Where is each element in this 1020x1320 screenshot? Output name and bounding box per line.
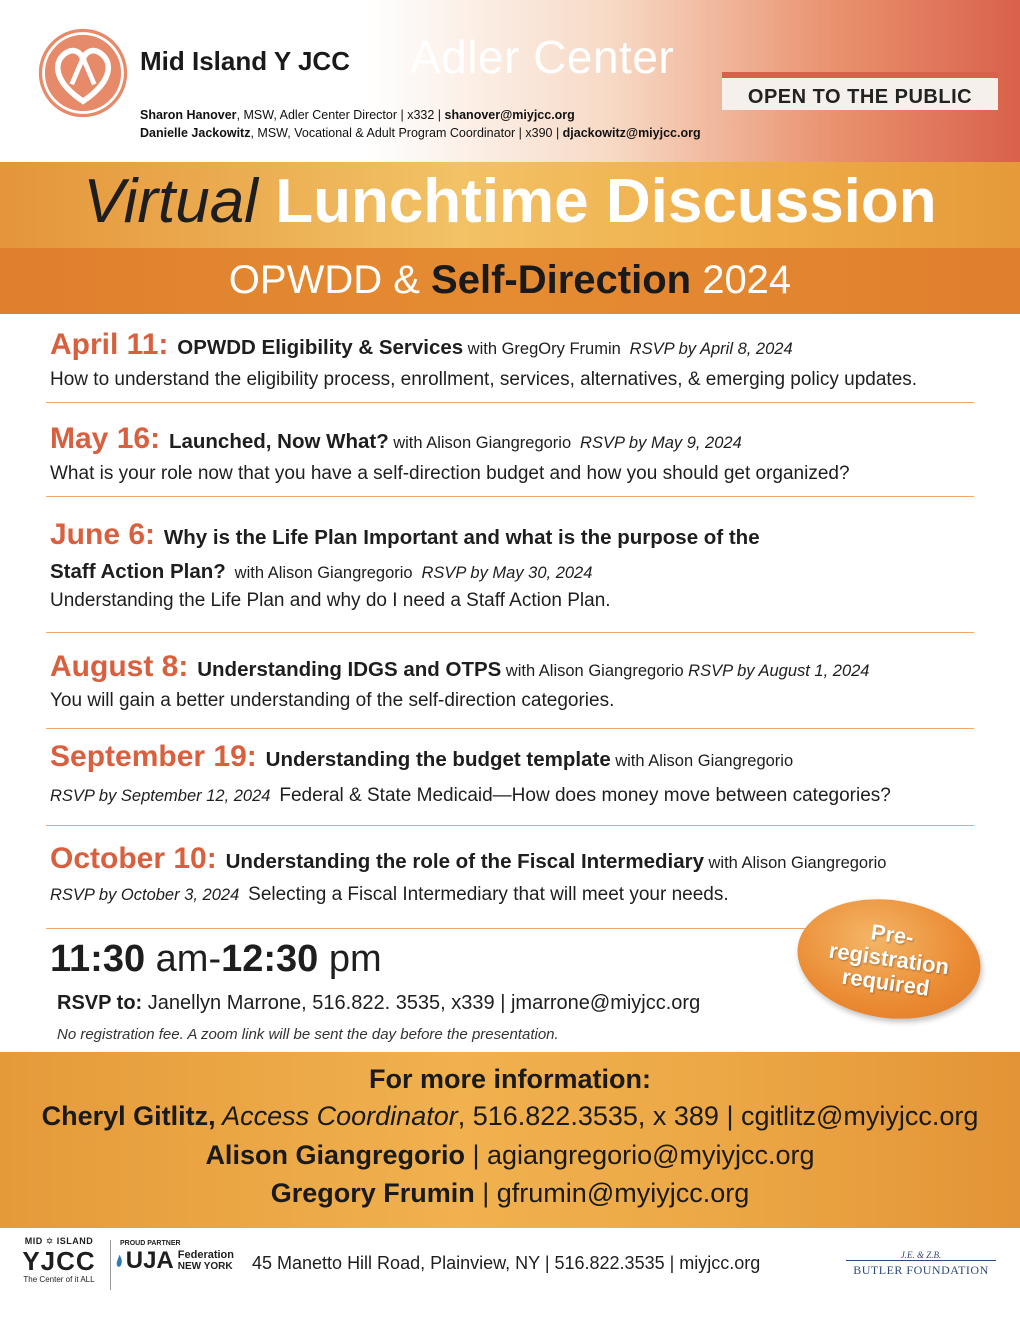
divider [46, 728, 974, 729]
center-name: Adler Center [410, 31, 675, 83]
session-date: May 16: [50, 422, 161, 455]
footer-divider [110, 1240, 111, 1290]
session-topic: Understanding the role of the Fiscal Intermediary [225, 850, 705, 873]
footer-address: 45 Manetto Hill Road, Plainview, NY | 516.822.3535 | miyjcc.org [252, 1253, 761, 1273]
registration-note: No registration fee. A zoom link will be sent the day before the presentation. [57, 1026, 559, 1043]
session-topic: Why is the Life Plan Important and what is the purpose of the [163, 526, 760, 549]
session-date: September 19: [50, 740, 257, 773]
session-description: Federal & State Medicaid—How does money move between categories? [279, 785, 891, 806]
session-heading: October 10: Understanding the role of the Fiscal Intermediary with Alison Giangregorio [50, 842, 887, 875]
pre-registration-badge: Pre- registration required [790, 888, 989, 1030]
session-heading: August 8: Understanding IDGS and OTPS with Alison Giangregorio RSVP by August 1, 2024 [50, 650, 870, 683]
session-date: April 11: [50, 328, 169, 361]
divider [46, 825, 974, 826]
contact-gregory: Gregory Frumin | gfrumin@myiyjcc.org [270, 1178, 750, 1208]
session-rsvp-line: RSVP by October 3, 2024 Selecting a Fiscal Intermediary that will meet your needs. [50, 884, 729, 905]
session-heading: September 19: Understanding the budget template with Alison Giangregorio [50, 740, 794, 773]
page-title: Virtual Lunchtime Discussion [83, 167, 937, 236]
session-description: Understanding the Life Plan and why do I need a Staff Action Plan. [50, 590, 611, 611]
uja-federation-logo: PROUD PARTNER UJA Federation NEW YORK [116, 1240, 234, 1290]
session-topic: Launched, Now What? [168, 430, 389, 453]
session-heading [50, 518, 760, 552]
session-description: You will gain a better understanding of the self-direction categories. [50, 690, 615, 711]
session-rsvp-line: RSVP by September 12, 2024 Federal & State Medicaid—How does money move between categories? [50, 785, 891, 806]
staff-line-1: Sharon Hanover, MSW, Adler Center Director | x332 | shanover@miyjcc.org [140, 108, 575, 122]
session-description: What is your role now that you have a self-direction budget and how you should get organized? [50, 463, 850, 484]
staff-line-2: Danielle Jackowitz, MSW, Vocational & Adult Program Coordinator | x390 | djackowitz@miyjcc.org [140, 126, 701, 140]
divider [46, 402, 974, 403]
session-description: Selecting a Fiscal Intermediary that will meet your needs. [248, 884, 729, 905]
session-heading: May 16: Launched, Now What? with Alison Giangregorio RSVP by May 9, 2024 [50, 422, 742, 455]
org-name: Mid Island Y JCC [140, 46, 350, 76]
event-time: 11:30 am-12:30 pm [50, 938, 382, 980]
session-date: August 8: [50, 650, 189, 683]
contact-cheryl: Cheryl Gitlitz, Access Coordinator, 516.822.3535, x 389 | cgitlitz@myiyjcc.org [41, 1101, 979, 1131]
session-description: How to understand the eligibility process, enrollment, services, alternatives, & emerging policy updates. [50, 369, 918, 390]
session-heading-cont: Staff Action Plan? with Alison Giangregorio RSVP by May 30, 2024 [50, 560, 593, 583]
butler-foundation-logo: J.E. & Z.B. BUTLER FOUNDATION [846, 1250, 996, 1284]
session-heading: April 11: OPWDD Eligibility & Services with GregOry Frumin RSVP by April 8, 2024 [50, 328, 793, 361]
divider [46, 632, 974, 633]
session-date: June 6: [50, 518, 156, 551]
session-topic: OPWDD Eligibility & Services [177, 336, 464, 359]
heart-logo-icon [36, 26, 130, 120]
divider [46, 496, 974, 497]
contact-alison: Alison Giangregorio | agiangregorio@myiyjcc.org [205, 1140, 815, 1170]
flame-icon [116, 1248, 123, 1274]
yjcc-logo: MID ✡ ISLAND YJCC The Center of it ALL [22, 1236, 96, 1284]
session-topic: Understanding IDGS and OTPS [197, 658, 502, 681]
session-date: October 10: [50, 842, 217, 875]
rsvp-contact: RSVP to: Janellyn Marrone, 516.822. 3535, x339 | jmarrone@miyjcc.org [57, 992, 701, 1014]
page-subtitle: OPWDD & Self-Direction 2024 [228, 258, 792, 302]
open-to-public-badge: OPEN TO THE PUBLIC [722, 72, 998, 110]
info-heading: For more information: [369, 1064, 651, 1094]
session-topic: Understanding the budget template [265, 748, 611, 771]
divider [46, 928, 806, 929]
